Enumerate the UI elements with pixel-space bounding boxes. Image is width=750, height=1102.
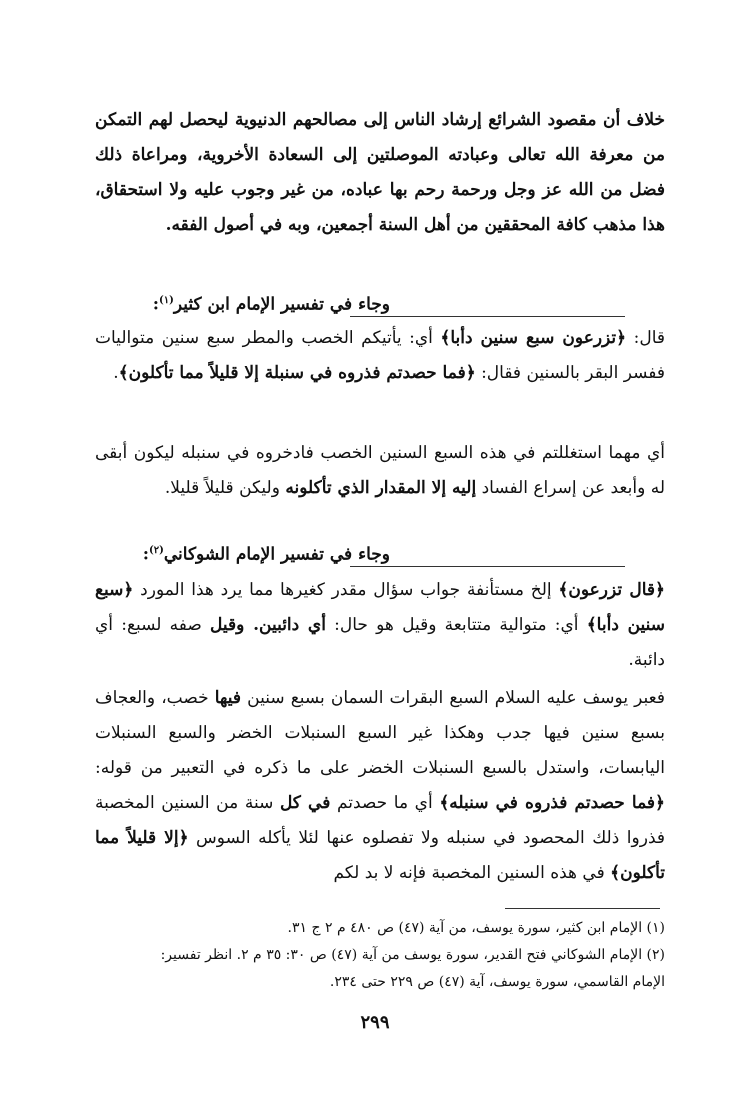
quran-quote-2: ﴿سبع سنين دأبا﴾ bbox=[95, 580, 666, 635]
heading-underline-1 bbox=[350, 316, 625, 317]
explanation-text: أي: يأتيكم الخصب والمطر سبع سنين متواليات ففسر البقر بالسنين فقال: bbox=[95, 328, 665, 383]
page-number: ٢٩٩ bbox=[360, 1012, 390, 1033]
footnote-2-continued: الإمام القاسمي، سورة يوسف، آية (٤٧) ص ٢٢٩ حتى ٢٣٤. bbox=[329, 974, 665, 990]
paragraph-ibn-kathir-quote bbox=[95, 321, 665, 391]
footnote-1: (١) الإمام ابن كثير، سورة يوسف، من آية (٤٧) ص ٤٨٠ م ٢ ج ٣١. bbox=[287, 920, 665, 936]
paragraph-yusuf-interpretation bbox=[95, 681, 665, 891]
heading-underline-2 bbox=[350, 566, 625, 567]
footnote-ref-2: (٢) bbox=[149, 545, 164, 556]
heading-colon: : bbox=[152, 294, 159, 315]
body-text-5: في هذه السنين المخصبة فإنه لا بد لكم bbox=[333, 863, 605, 883]
paragraph-intro: خلاف أن مقصود الشرائع إرشاد الناس إلى مصالحهم الدنيوية ليحصل لهم التمكن من معرفة الله تعالى وعبادته الموصلتين إلى السعادة الأخروية، ومراعاة ذلك فضل من الله عز وجل ورحمة رحم بها عباده، من غير وجوب عليه ولا استحقاق، هذا مذهب كافة المحققين من أهل السنة أجمعين، وبه في أصول الفقه. bbox=[95, 110, 665, 235]
footnote-2: (٢) الإمام الشوكاني فتح القدير، سورة يوسف من آية (٤٧) ص ٣٠: ٣٥ م ٢. انظر تفسير: bbox=[160, 947, 665, 963]
quran-quote-2: ﴿فما حصدتم فذروه في سنبلة إلا قليلاً مما تأكلون﴾ bbox=[118, 363, 476, 383]
explanation-text-2: أي: متوالية متتابعة وقيل هو حال: bbox=[334, 615, 579, 635]
bold-word-2: في كل bbox=[279, 793, 331, 813]
explanation-text: أي مهما استغللتم في هذه السبع السنين الخصب فادخروه في سنبله ليكون أبقى له وأبعد عن إسراع الفساد bbox=[95, 443, 665, 498]
heading-shawkani-text: وجاء في تفسير الإمام الشوكاني bbox=[163, 544, 390, 565]
footnote-ref-1: (١) bbox=[159, 295, 174, 306]
period: . bbox=[113, 363, 119, 383]
quran-quote-1: ﴿قال تزرعون﴾ bbox=[558, 580, 666, 600]
heading-ibn-kathir bbox=[153, 286, 390, 320]
heading-ibn-kathir-text: وجاء في تفسير الإمام ابن كثير bbox=[173, 294, 390, 315]
footnotes bbox=[100, 915, 665, 996]
paragraph-ibn-kathir-explanation bbox=[95, 436, 665, 506]
quran-quote-1: ﴿تزرعون سبع سنين دأبا﴾ bbox=[440, 328, 627, 348]
bold-word-1: فيها bbox=[214, 688, 242, 708]
heading-colon: : bbox=[142, 544, 150, 565]
qal-word: قال: bbox=[633, 328, 666, 348]
explanation-text-3: صفه لسبع: أي دائبة. bbox=[95, 615, 665, 670]
quran-quote-1: ﴿فما حصدتم فذروه في سنبله﴾ bbox=[439, 793, 665, 813]
bold-phrase: أي دائبين. وقيل bbox=[210, 615, 326, 635]
explanation-text: إلخ مستأنفة جواب سؤال مقدر كغيرها مما يرد هذا المورد bbox=[140, 580, 552, 600]
body-text-1: فعبر يوسف عليه السلام السبع البقرات السمان بسبع سنين bbox=[247, 688, 665, 708]
quran-quote-2: ﴿إلا قليلاً مما تأكلون﴾ bbox=[95, 828, 665, 883]
body-text-4: سنة من السنين المخصبة فذروا ذلك المحصود في سنبله ولا تفصلوه عنها لئلا يأكله السوس bbox=[95, 793, 665, 848]
paragraph-shawkani bbox=[95, 573, 665, 678]
body-text-2: خصب، والعجاف بسبع سنين فيها جدب وهكذا غير السبع السنبلات الخضر والسبع السنبلات اليابسات، واستدل بالسبع السنبلات الخضر على ما ذكره في التعبير من قوله: bbox=[95, 688, 665, 778]
footnote-separator bbox=[505, 908, 660, 909]
heading-shawkani bbox=[143, 536, 390, 570]
bold-phrase: إليه إلا المقدار الذي تأكلونه bbox=[285, 478, 477, 498]
explanation-text-end: وليكن قليلاً قليلا. bbox=[164, 478, 280, 498]
body-text-3: أي ما حصدتم bbox=[336, 793, 433, 813]
